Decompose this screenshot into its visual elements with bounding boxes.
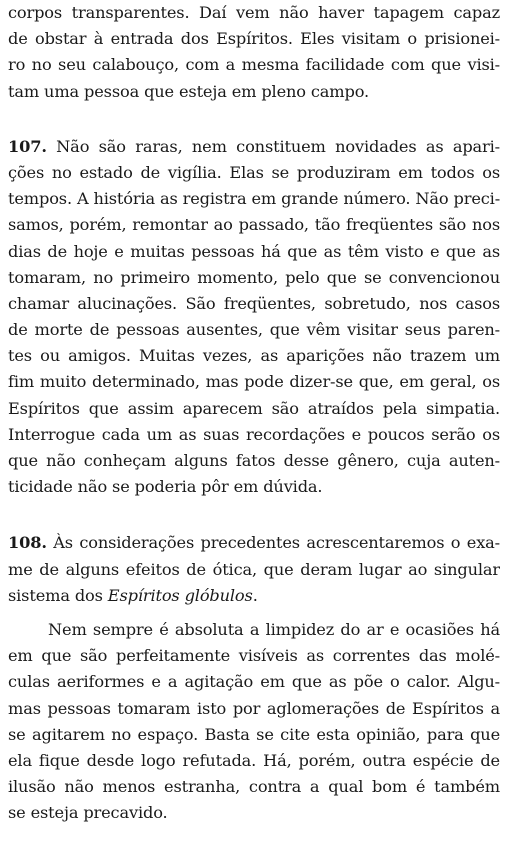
paragraph-108 <box>8 530 500 609</box>
text-line <box>8 134 500 160</box>
text-line: chamar alucinações. São freqüentes, sobretudo, nos casos <box>8 293 500 313</box>
paragraph-spacer <box>8 500 500 530</box>
item-number: 108. <box>8 533 47 553</box>
text-line: ela fique desde logo refutada. Há, porém, outra espécie de <box>8 750 500 770</box>
text-line: dias de hoje e muitas pessoas há que as têm visto e que as <box>8 241 500 261</box>
paragraph-spacer <box>8 609 500 617</box>
text-line: em que são perfeitamente visíveis as correntes das molé- <box>8 646 500 666</box>
paragraph-107 <box>8 134 500 501</box>
paragraph-continuation <box>8 0 500 105</box>
text-line <box>8 583 500 609</box>
text-line: Nem sempre é absoluta a limpidez do ar e ocasiões há <box>48 619 500 639</box>
item-number: 107. <box>8 136 47 156</box>
text-line: que não conheçam alguns fatos desse gênero, cuja auten- <box>8 451 500 470</box>
text-line: tes ou amigos. Muitas vezes, as aparições não trazem um <box>8 346 500 366</box>
text-line: de morte de pessoas ausentes, que vêm visitar seus paren- <box>8 320 500 340</box>
paragraph-spacer <box>8 105 500 134</box>
text-line: corpos transparentes. Daí vem não haver tapagem capaz <box>8 3 500 22</box>
text-line: de obstar à entrada dos Espíritos. Eles visitam o prisionei- <box>8 29 500 49</box>
text-line: ilusão não menos estranha, contra a qual bom é também <box>8 777 500 797</box>
text-line: se esteja precavido. <box>8 803 168 823</box>
text-line: ro no seu calabouço, com a mesma facilidade com que visi- <box>8 55 500 75</box>
text-line: Interrogue cada um as suas recordações e poucos serão os <box>8 424 500 444</box>
text-span: sistema dos <box>8 585 108 605</box>
text-line: tam uma pessoa que esteja em pleno campo. <box>8 81 370 101</box>
text-line: tomaram, no primeiro momento, pelo que se convencionou <box>8 267 500 287</box>
text-line: tempos. A história as registra em grande número. Não preci- <box>8 189 500 209</box>
text-line: se agitarem no espaço. Basta se cite esta opinião, para que <box>8 724 500 744</box>
text-line: ções no estado de vigília. Elas se produziram em todos os <box>8 162 500 182</box>
paragraph-108-body <box>8 617 500 827</box>
text-line <box>8 530 500 556</box>
text-line: culas aeriformes e a agitação em que as põe o calor. Algu- <box>8 672 500 692</box>
text-span: Não são raras, nem constituem novidades as apari- <box>46 136 500 156</box>
text-line: fim muito determinado, mas pode dizer-se que, em geral, os <box>8 372 500 392</box>
text-line: ticidade não se poderia pôr em dúvida. <box>8 477 323 497</box>
text-span: . <box>252 585 258 605</box>
text-line: me de alguns efeitos de ótica, que deram lugar ao singular <box>8 559 500 579</box>
text-line: samos, porém, remontar ao passado, tão freqüentes são nos <box>8 215 500 235</box>
book-page <box>8 0 500 826</box>
italic-term: Espíritos glóbulos <box>107 585 253 605</box>
text-line: Espíritos que assim aparecem são atraídos pela simpatia. <box>8 398 500 418</box>
text-line: mas pessoas tomaram isto por aglomerações de Espíritos a <box>8 698 500 718</box>
text-span: Às considerações precedentes acrescentaremos o exa- <box>46 533 500 553</box>
